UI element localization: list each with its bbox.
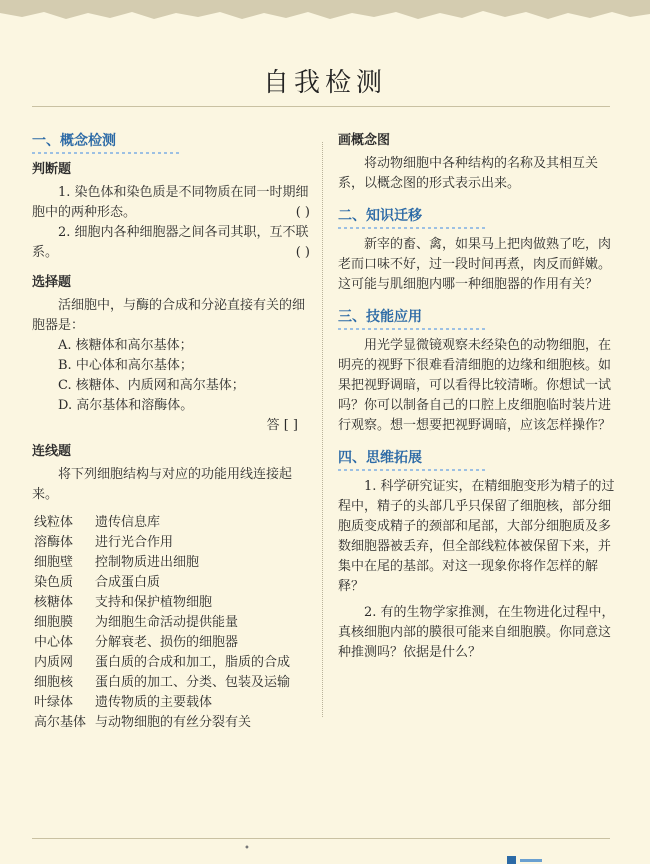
choice-option-b: B. 中心体和高尔基体； <box>58 358 193 373</box>
match-structure[interactable]: 细胞膜 <box>34 615 74 630</box>
page-corner-mark-icon <box>505 852 545 864</box>
match-row <box>32 553 310 573</box>
match-row <box>32 573 310 593</box>
match-function[interactable]: 为细胞生命活动提供能量 <box>95 615 239 630</box>
judge-q1-row <box>32 203 310 223</box>
choice-option-a: A. 核糖体和高尔基体； <box>58 338 193 353</box>
judge-q1-line1: 1. 染色体和染色质是不同物质在同一时期细 <box>58 185 309 200</box>
concept-map-heading: 画概念图 <box>338 133 391 148</box>
extend-q2: 2. 有的生物学家推测，在生物进化过程中，真核细胞内部的膜很可能来自细胞膜。你同意这种推测吗？依据是什么？ <box>338 605 615 660</box>
torn-paper-edge <box>0 0 650 24</box>
footer-divider <box>32 838 610 839</box>
judge-heading: 判断题 <box>32 162 72 177</box>
concept-map-text: 将动物细胞中各种结构的名称及其相互关系，以概念图的形式表示出来。 <box>338 156 599 191</box>
match-structure[interactable]: 染色质 <box>34 575 74 590</box>
match-structure[interactable]: 核糖体 <box>34 595 74 610</box>
choice-option-c: C. 核糖体、内质网和高尔基体； <box>58 378 245 393</box>
skill-text: 用光学显微镜观察未经染色的动物细胞，在明亮的视野下很难看清细胞的边缘和细胞核。如果把视野调暗，可以看得比较清晰。你想试一试吗？你可以制备自己的口腔上皮细胞临时装片进行观察。想一想要把视野调暗，应该怎样操作？ <box>338 338 612 433</box>
match-row <box>32 593 310 613</box>
choice-stem: 活细胞中，与酶的合成和分泌直接有关的细胞器是： <box>32 298 306 333</box>
choice-option-d: D. 高尔基体和溶酶体。 <box>58 398 194 413</box>
match-function[interactable]: 与动物细胞的有丝分裂有关 <box>95 715 252 730</box>
page-title: 自我检测 <box>262 68 387 98</box>
match-function[interactable]: 控制物质进出细胞 <box>95 555 200 570</box>
section-heading-knowledge-transfer: 二、知识迁移 <box>338 206 618 229</box>
judge-q1-answer-paren[interactable]: ( ) <box>295 205 310 220</box>
judge-q2-answer-paren[interactable]: ( ) <box>295 245 310 260</box>
match-row <box>32 633 310 653</box>
judge-q2-row <box>32 243 310 263</box>
match-row <box>32 713 310 733</box>
match-structure[interactable]: 细胞核 <box>34 675 74 690</box>
match-structure[interactable]: 叶绿体 <box>34 695 74 710</box>
match-function[interactable]: 支持和保护植物细胞 <box>95 595 213 610</box>
match-structure[interactable]: 高尔基体 <box>34 715 87 730</box>
section-heading-skill-application: 三、技能应用 <box>338 307 618 330</box>
match-function[interactable]: 进行光合作用 <box>95 535 174 550</box>
match-function[interactable]: 蛋白质的加工、分类、包装及运输 <box>95 675 291 690</box>
match-function[interactable]: 分解衰老、损伤的细胞器 <box>95 635 239 650</box>
match-row <box>32 613 310 633</box>
column-divider <box>322 142 323 717</box>
match-structure[interactable]: 内质网 <box>34 655 74 670</box>
judge-q2-line2: 系。 <box>32 245 59 260</box>
choice-heading: 选择题 <box>32 275 72 290</box>
match-function[interactable]: 遗传物质的主要载体 <box>95 695 213 710</box>
left-column <box>32 131 310 733</box>
judge-q2-line1: 2. 细胞内各种细胞器之间各司其职，互不联 <box>58 225 309 240</box>
match-function[interactable]: 蛋白质的合成和加工，脂质的合成 <box>95 655 291 670</box>
match-row <box>32 653 310 673</box>
match-heading: 连线题 <box>32 444 72 459</box>
footer-dot: • <box>244 843 250 854</box>
match-function[interactable]: 合成蛋白质 <box>95 575 161 590</box>
match-row <box>32 693 310 713</box>
match-instruction: 将下列细胞结构与对应的功能用线连接起来。 <box>32 467 293 502</box>
match-structure[interactable]: 中心体 <box>34 635 74 650</box>
match-structure[interactable]: 细胞壁 <box>34 555 74 570</box>
match-function[interactable]: 遗传信息库 <box>95 515 161 530</box>
section-heading-concept-check: 一、概念检测 <box>32 131 310 154</box>
title-divider <box>32 106 610 107</box>
extend-q1: 1. 科学研究证实，在精细胞变形为精子的过程中，精子的头部几乎只保留了细胞核，部分细胞质变成精子的颈部和尾部，大部分细胞质及多数细胞器被丢弃，但全部线粒体被保留下来，并集中在尾的基部。对这一现象你将作怎样的解释？ <box>338 479 615 594</box>
match-structure[interactable]: 溶酶体 <box>34 535 74 550</box>
right-column <box>338 131 618 663</box>
judge-q1-line2: 胞中的两种形态。 <box>32 205 137 220</box>
transfer-text: 新宰的畜、禽，如果马上把肉做熟了吃，肉老而口味不好，过一段时间再煮，肉反而鲜嫩。这可能与肌细胞内哪一种细胞器的作用有关？ <box>338 237 612 292</box>
match-row <box>32 533 310 553</box>
match-structure[interactable]: 线粒体 <box>34 515 74 530</box>
section-heading-thinking-extension: 四、思维拓展 <box>338 448 618 471</box>
match-row <box>32 673 310 693</box>
match-row <box>32 513 310 533</box>
choice-answer-bracket[interactable]: 答 [ ] <box>266 418 298 433</box>
